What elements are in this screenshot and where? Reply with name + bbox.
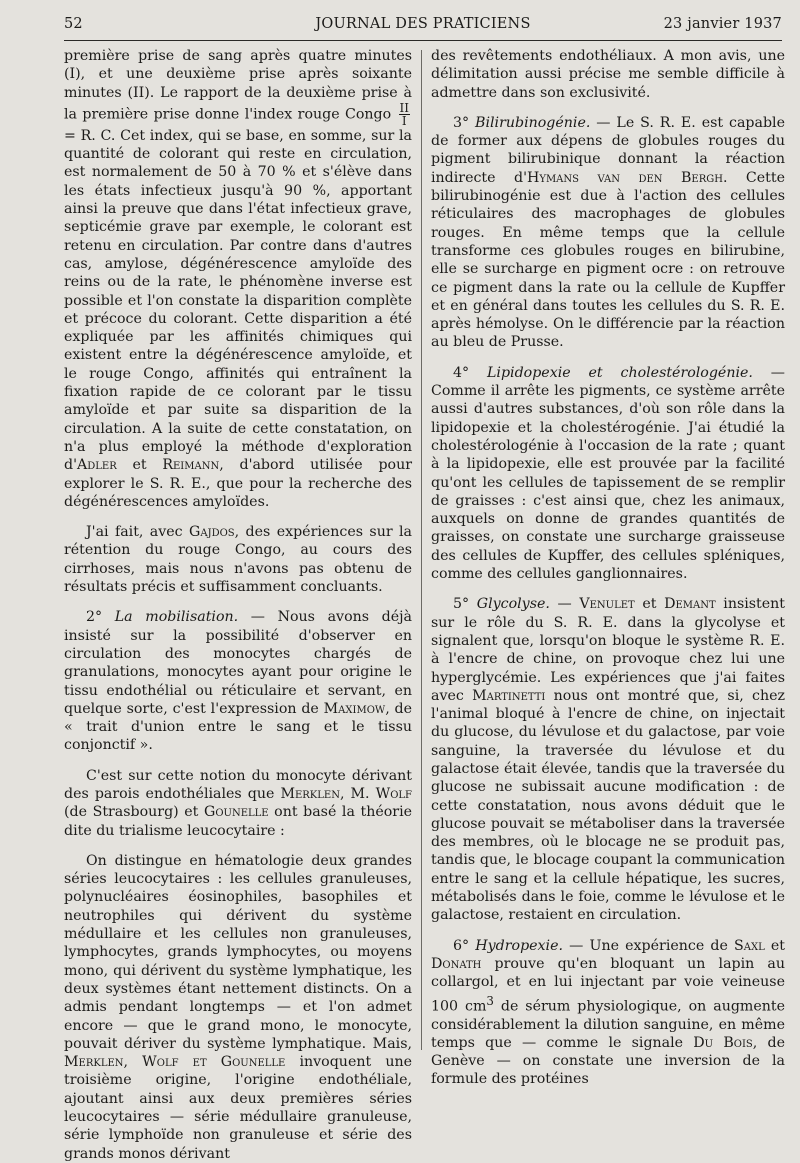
text: On distingue en hématologie deux grandes séries leucocytaires : les cellules granuleuses, polynucléaires éosinophiles, basophiles et neutrophiles qui dérivent du système médullaire et les cellules non granuleuses, lymphocytes, grands lymphocytes, ou moyens mono, qui dérivent du système lymphatique, les deux systèmes étant nettement distincts. On a admis pendant longtemps — et l'on admet encore — que le grand mono, le monocyte, pouvait dériver du système lymphatique. Mais, bbox=[64, 852, 412, 1052]
text: , de Genève — on constate une inversion de la formule des protéines bbox=[431, 1034, 785, 1088]
text: nous ont montré que, si, chez l'animal bloqué à l'encre de chine, on injectait du glucose, du lévulose et du galactose, par voie sanguine, la traversée du lévulose et du galactose était élevée, tandis que la traversée du glucose ne subissait aucune modification : de cette constatation, nous avons déduit que le glucose pouvait se métaboliser dans la traversée des membres, où le blocage ne se produit pas, tandis que, le blocage coupant la communication entre le sang et la cellule hépatique, les sucres, métabolisés dans le foie, comme le lévulose et le galactose, restaient en circulation. bbox=[431, 687, 785, 924]
section-bilirubinogenie bbox=[431, 114, 785, 352]
text: C'est sur cette notion du monocyte dérivant des parois endothéliales que bbox=[64, 767, 412, 802]
text: de sérum physiologique, on augmente considérablement la dilution sanguine, en même temps que — comme le signale bbox=[431, 998, 785, 1051]
author-name: Maximow bbox=[323, 700, 386, 717]
text: — bbox=[549, 596, 580, 613]
author-name: , M. Wolf bbox=[339, 785, 412, 802]
text: J'ai fait, avec bbox=[86, 524, 190, 541]
section-title: Glycolyse. bbox=[476, 596, 550, 613]
author-name: Merklen bbox=[280, 785, 340, 802]
author-name: Reimann bbox=[162, 457, 220, 474]
paragraph-gajdos bbox=[64, 523, 412, 596]
text: et bbox=[634, 596, 665, 613]
paragraph-continuation: des revêtements endothéliaux. A mon avis, une délimitation aussi précise me semble difficile à admettre dans son exclusivité. bbox=[431, 48, 785, 101]
author-name: Martinetti bbox=[472, 687, 546, 704]
author-name: Donath bbox=[431, 955, 482, 972]
left-column bbox=[64, 47, 413, 1162]
text: ont basé la théorie dite du trialisme leucocytaire : bbox=[64, 804, 413, 839]
section-number: 6° bbox=[453, 937, 476, 954]
author-name: Gajdos bbox=[189, 524, 235, 541]
author-name: Gounelle bbox=[203, 804, 269, 821]
paragraph-congo-index bbox=[64, 47, 412, 511]
text: et bbox=[764, 937, 785, 954]
page-number: 52 bbox=[64, 16, 83, 32]
fraction-numerator: II bbox=[399, 100, 409, 115]
text: — Comme il arrête les pigments, ce système arrête aussi d'autres substances, d'où son rôle dans la lipidopexie et la cholestérogénie. J'ai étudié la cholestérologénie à l'occasion de la rate ; quant à la lipidopexie, elle est prouvée par la facilité qu'ont les cellules de tapissement de se remplir de graisses : c'est ainsi que, chez les animaux, auxquels on donne de grandes quantités de graisses, on constate une surcharge graisseuse des cellules de Kupffer, des cellules spléniques, comme des cellules ganglionnaires. bbox=[431, 364, 785, 583]
text: , d'abord utilisée pour explorer le S. R. E., que pour la recherche des dégénérescences amyloïdes. bbox=[64, 457, 412, 510]
text: insistent sur le rôle du S. R. E. dans la glycolyse et signalent que, lorsqu'on bloque le système R. E. à l'encre de chine, on provoque chez lui une hyperglycémie. Les expériences que j'ai faites avec bbox=[431, 596, 785, 704]
section-title: Lipidopexie et cholestérologénie. bbox=[487, 364, 753, 381]
superscript-unit: 3 bbox=[486, 993, 494, 1008]
author-name: Du Bois bbox=[693, 1034, 753, 1051]
section-glycolyse bbox=[431, 595, 785, 924]
text: — Le S. R. E. est capable de former aux dépens de globules rouges du pigment bilirubinique donnant la réaction indirecte d' bbox=[431, 114, 785, 186]
column-divider bbox=[421, 50, 422, 1050]
paragraph-series-leucocytaires bbox=[64, 852, 412, 1163]
section-number: 3° bbox=[453, 114, 476, 131]
text: prouve qu'en bloquant un lapin au collargol, et en lui injectant par voie veineuse 100 cm bbox=[431, 955, 785, 1015]
right-column bbox=[431, 47, 785, 1088]
author-name: Hymans van den Bergh bbox=[526, 169, 723, 186]
fraction-denominator: I bbox=[401, 113, 407, 128]
text: — Nous avons déjà insisté sur la possibilité d'observer en circulation des monocytes chargés de granulations, monocytes ayant pour origine le tissu endothélial ou réticulaire et servant, en quelque sorte, c'est l'expression de bbox=[64, 609, 412, 717]
journal-title: JOURNAL DES PRATICIENS bbox=[315, 16, 531, 32]
text: . Cette bilirubinogénie est due à l'action des cellules réticulaires des macrophages de globules rouges. En même temps que la cellule transforme ces globules rouges en bilirubine, elle se surcharge en pigment ocre : on retrouve ce pigment dans la rate ou la cellule de Kupffer et en général dans toutes les cellules du S. R. E. après hémolyse. On le différencie par la réaction au bleu de Prusse. bbox=[431, 169, 785, 351]
author-names: Merklen, Wolf et Gounelle bbox=[64, 1054, 286, 1071]
section-number: 5° bbox=[453, 596, 477, 613]
section-title: Bilirubinogénie. bbox=[475, 114, 591, 131]
paragraph-trialisme bbox=[64, 767, 412, 840]
text: , de « trait d'union entre le sang et le tissu conjonctif ». bbox=[64, 700, 413, 754]
text: invoquent une troisième origine, l'origine endothéliale, ajoutant ainsi aux deux premières séries leucocytaires — série médullaire granuleuse, série lymphoïde non granuleuse et série des grands monos dérivant bbox=[64, 1054, 412, 1162]
text: = R. C. Cet index, qui se base, en somme, sur la quantité de colorant qui reste en circulation, est normalement de 50 à 70 % et s'élève dans les états infectieux jusqu'à 90 %, apportant ainsi la preuve que dans l'état infectieux grave, septicémie grave par exemple, le colorant est retenu en circulation. Par contre dans d'autres cas, amylose, dégénérescence amyloïde des reins ou de la rate, le phénomène inverse est possible et l'on constate la disparition complète et précoce du colorant. Cette disparition a été expliquée par les affinités chimiques qui existent entre la dégénérescence amyloïde, et le rouge Congo, affinités qui entraînent la fixation rapide de ce colorant par le tissu amyloïde et par suite sa disparition de la circulation. A la suite de cette constatation, on n'a plus employé la méthode d'exploration d' bbox=[64, 127, 412, 474]
section-number: 4° bbox=[453, 364, 488, 381]
fraction-ii-over-i bbox=[399, 102, 410, 127]
section-mobilisation bbox=[64, 608, 412, 754]
issue-date: 23 janvier 1937 bbox=[663, 16, 782, 32]
text: — Une expérience de bbox=[563, 937, 735, 954]
author-name: Adler bbox=[76, 457, 117, 474]
running-header bbox=[64, 14, 782, 41]
author-name: Saxl bbox=[734, 937, 765, 954]
section-title: La mobilisation. bbox=[114, 609, 239, 626]
author-name: Venulet bbox=[579, 596, 635, 613]
text: , des expériences sur la rétention du rouge Congo, au cours des cirrhoses, mais nous n'avons pas obtenu de résultats précis et suffisamment concluants. bbox=[64, 524, 413, 596]
section-title: Hydropexie. bbox=[475, 937, 563, 954]
section-hydropexie bbox=[431, 937, 785, 1089]
text: et bbox=[116, 457, 163, 474]
text: première prise de sang après quatre minutes (I), et une deuxième prise après soixante minutes (II). Le rapport de la deuxième prise à la première prise donne l'index rouge Congo bbox=[64, 48, 412, 123]
section-number: 2° bbox=[86, 609, 115, 626]
text: (de Strasbourg) et bbox=[64, 804, 204, 821]
section-lipidopexie bbox=[431, 364, 785, 584]
author-name: Demant bbox=[664, 596, 716, 613]
